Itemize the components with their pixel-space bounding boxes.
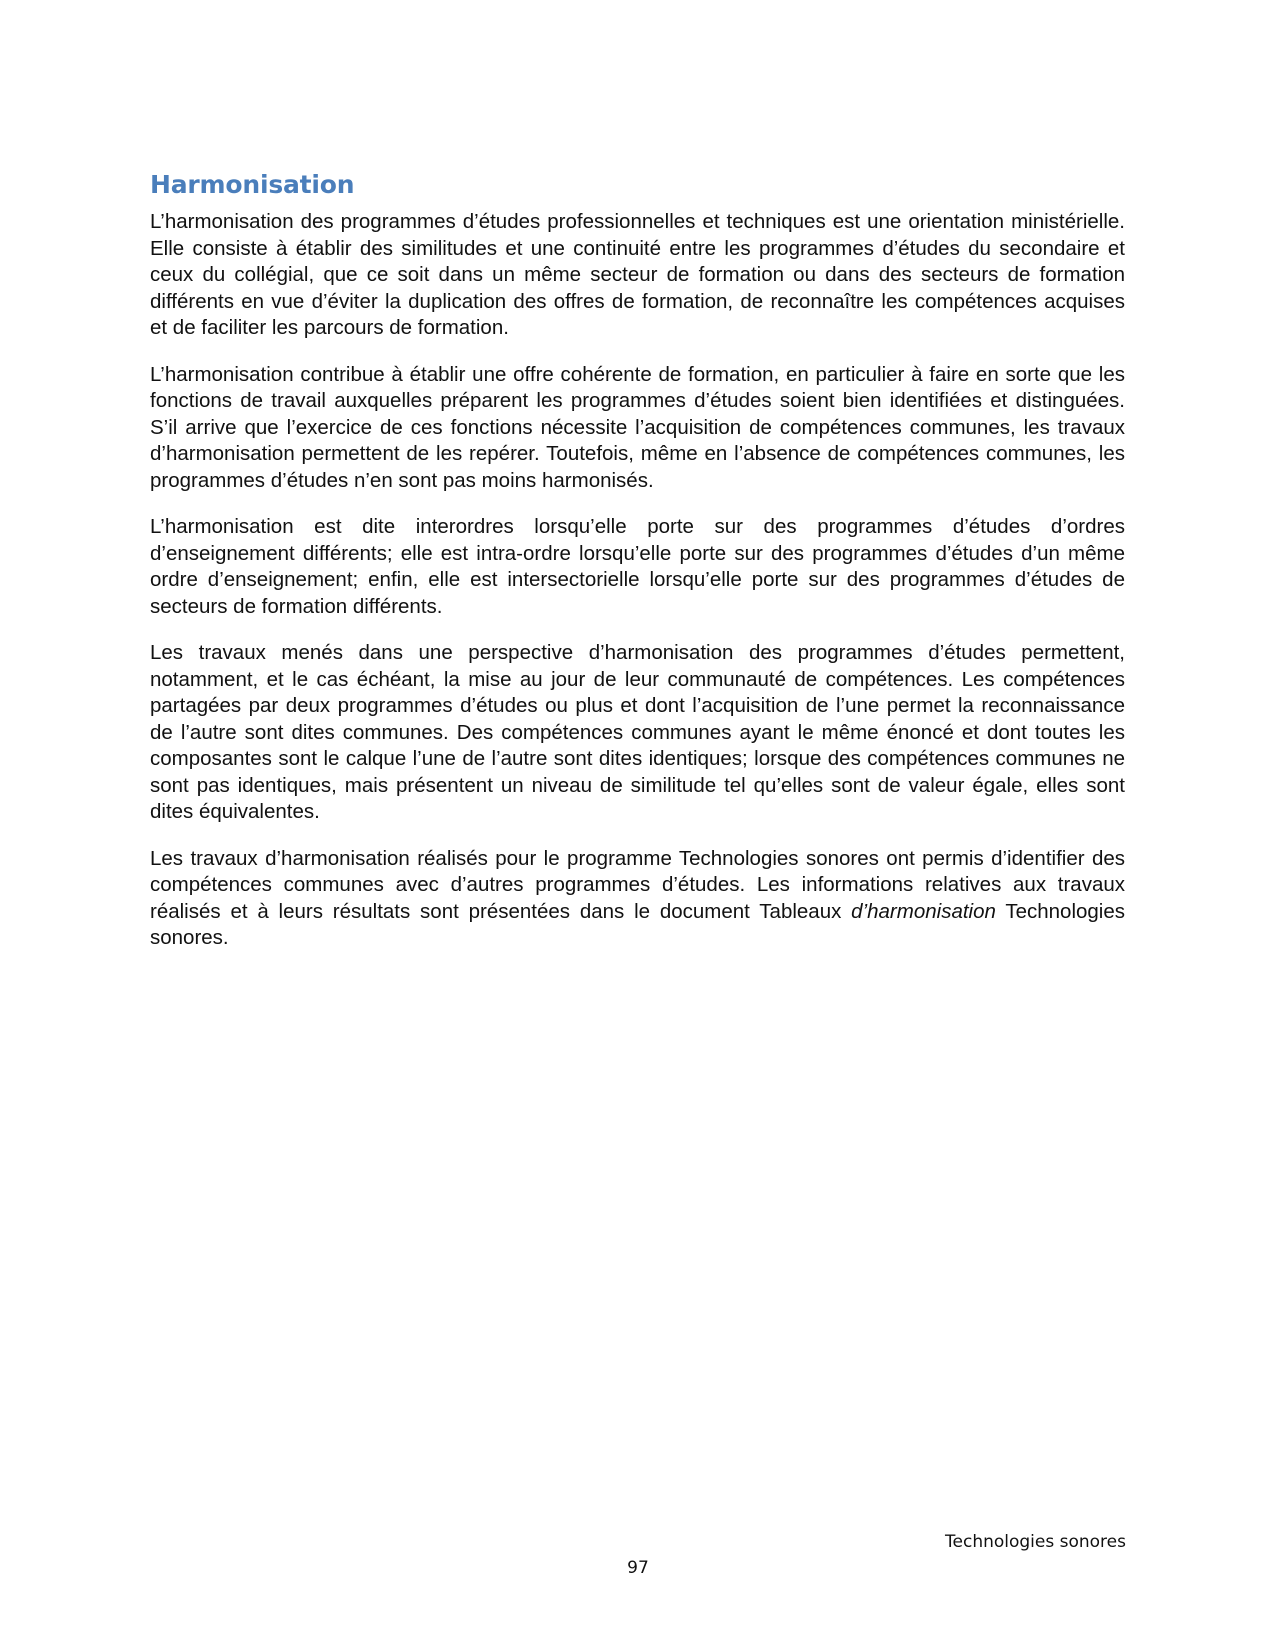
page-content [150,167,1125,972]
paragraph-definition: L’harmonisation des programmes d’études professionnelles et techniques est une orientation ministérielle. Elle consiste à établir des similitudes et une continuité entre les programmes d’études du secondaire et ceux du collégial, que ce soit dans un même secteur de formation ou dans des secteurs de formation différents en vue d’éviter la duplication des offres de formation, de reconnaître les compétences acquises et de faciliter les parcours de formation. [150,210,1125,339]
paragraph-program-work-text: Les travaux d’harmonisation réalisés pour le programme Technologies sonores ont permis d’identifier des compétences communes avec d’autres programmes d’études. Les informations relatives aux travaux réalisés et à leurs résultats sont présentées dans le document Tableaux [150,846,1125,923]
paragraph-contribution: L’harmonisation contribue à établir une offre cohérente de formation, en particulier à faire en sorte que les fonctions de travail auxquelles préparent les programmes d’études soient bien identifiées et distinguées. S’il arrive que l’exercice de ces fonctions nécessite l’acquisition de compétences communes, les travaux d’harmonisation permettent de les repérer. Toutefois, même en l’absence de compétences communes, les programmes d’études n’en sont pas moins harmonisés. [150,362,1125,492]
page-number: 97 [627,1558,649,1578]
document-title-italic: d’harmonisation [851,899,996,923]
section-heading: Harmonisation [150,170,355,199]
paragraph-program-work-end: Technologies sonores. [150,899,1126,949]
footer-program-title: Technologies sonores [945,1532,1126,1552]
paragraph-program-work [150,846,1125,952]
paragraph-common-competencies: Les travaux menés dans une perspective d’harmonisation des programmes d’études permettent, notamment, et le cas échéant, la mise au jour de leur communauté de compétences. Les compétences partagées par deux programmes d’études ou plus et dont l’acquisition de l’une permet la reconnaissance de l’autre sont dites communes. Des compétences communes ayant le même énoncé et dont toutes les composantes sont le calque l’une de l’autre sont dites identiques; lorsque des compétences communes ne sont pas identiques, mais présentent un niveau de similitude tel qu’elles sont de valeur égale, elles sont dites équivalentes. [150,641,1125,823]
paragraph-types: L’harmonisation est dite interordres lorsqu’elle porte sur des programmes d’études d’ordres d’enseignement différents; elle est intra-ordre lorsqu’elle porte sur des programmes d’études d’un même ordre d’enseignement; enfin, elle est intersectorielle lorsqu’elle porte sur des programmes d’études de secteurs de formation différents. [150,515,1125,618]
